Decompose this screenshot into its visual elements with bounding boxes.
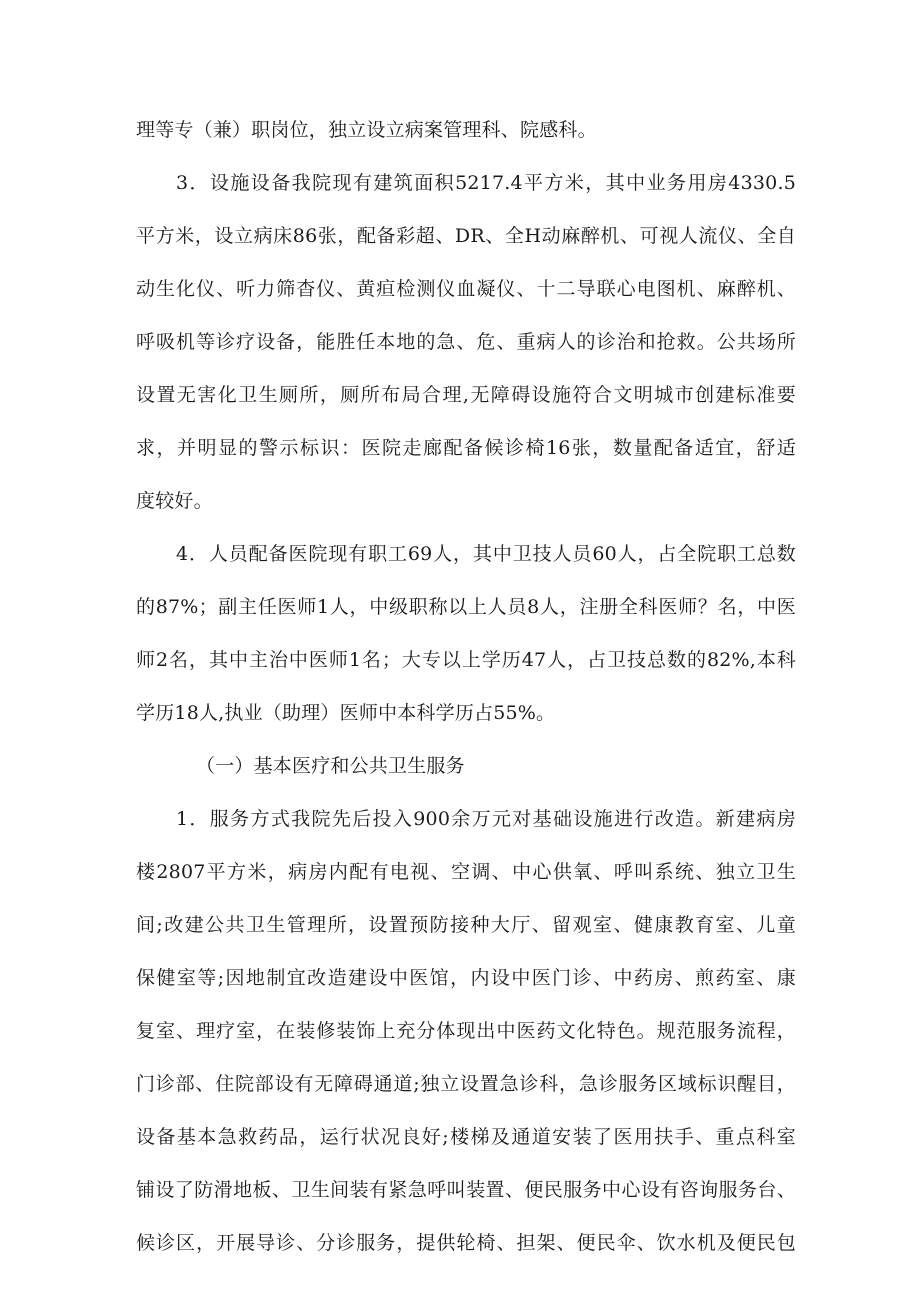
text-line: 呼吸机等诊疗设备，能胜任本地的急、危、重病人的诊治和抢救。公共场所 bbox=[136, 331, 796, 353]
text-line: 度较好。 bbox=[136, 490, 213, 512]
text-line: 理等专（兼）职岗位，独立设立病案管理科、院感科。 bbox=[136, 119, 597, 141]
text-line: 复室、理疗室，在装修装饰上充分体现出中医药文化特色。规范服务流程， bbox=[136, 1020, 796, 1042]
text-line: 3．设施设备我院现有建筑面积5217.4平方米，其中业务用房4330.5 bbox=[176, 172, 796, 194]
text-line: 候诊区，开展导诊、分诊服务，提供轮椅、担架、便民伞、饮水机及便民包 bbox=[136, 1232, 796, 1254]
text-line: 设备基本急救药品，运行状况良好;楼梯及通道安装了医用扶手、重点科室 bbox=[136, 1126, 796, 1148]
text-line: 门诊部、住院部设有无障碍通道;独立设置急诊科，急诊服务区域标识醒目， bbox=[136, 1073, 796, 1095]
text-line: 楼2807平方米，病房内配有电视、空调、中心供氧、呼叫系统、独立卫生 bbox=[136, 861, 796, 883]
text-line: 间;改建公共卫生管理所，设置预防接种大厅、留观室、健康教育室、儿童 bbox=[136, 914, 796, 936]
text-line: 求，并明显的警示标识：医院走廊配备候诊椅16张，数量配备适宜，舒适 bbox=[136, 437, 796, 459]
section-heading: （一）基本医疗和公共卫生服务 bbox=[196, 755, 465, 777]
text-line: 4．人员配备医院现有职工69人，其中卫技人员60人，占全院职工总数 bbox=[176, 543, 796, 565]
text-line: 铺设了防滑地板、卫生间装有紧急呼叫装置、便民服务中心设有咨询服务台、 bbox=[136, 1179, 796, 1201]
text-line: 学历18人,执业（助理）医师中本科学历占55%。 bbox=[136, 702, 556, 724]
text-line: 的87%；副主任医师1人，中级职称以上人员8人，注册全科医师？名，中医 bbox=[136, 596, 796, 618]
text-line: 设置无害化卫生厕所，厕所布局合理,无障碍设施符合文明城市创建标准要 bbox=[136, 384, 796, 406]
text-line: 动生化仪、听力筛杳仪、黄疸检测仪血凝仪、十二导联心电图机、麻醉机、 bbox=[136, 278, 796, 300]
text-line: 保健室等;因地制宜改造建设中医馆，内设中医门诊、中药房、煎药室、康 bbox=[136, 967, 796, 989]
text-line: 1．服务方式我院先后投入900余万元对基础设施进行改造。新建病房 bbox=[176, 808, 796, 830]
text-line: 师2名，其中主治中医师1名；大专以上学历47人，占卫技总数的82%,本科 bbox=[136, 649, 796, 671]
text-line: 平方米，设立病床86张，配备彩超、DR、全H动麻醉机、可视人流仪、全自 bbox=[136, 225, 796, 247]
